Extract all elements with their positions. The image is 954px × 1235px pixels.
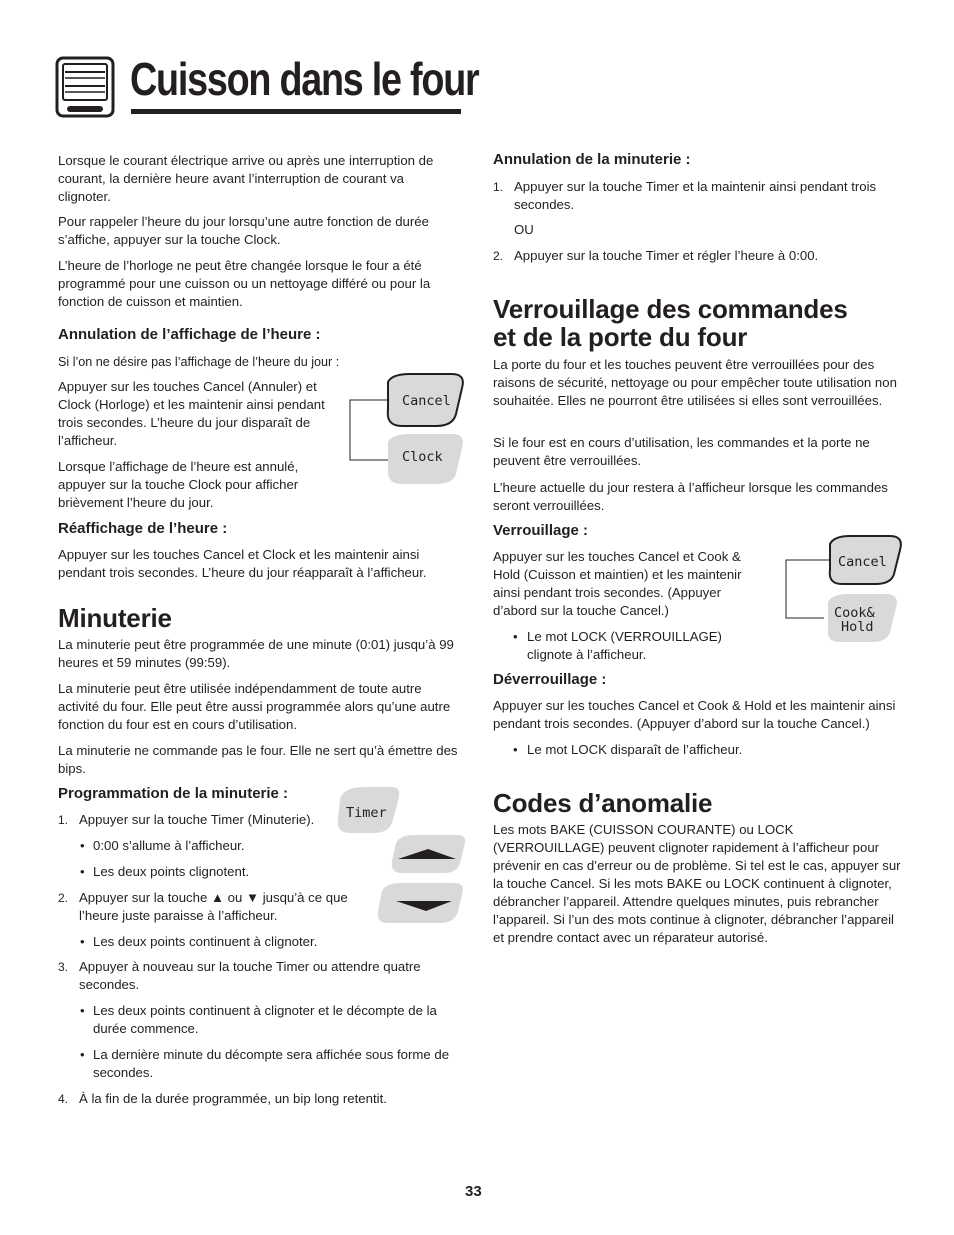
- cancel-display-paragraph: Appuyer sur les touches Cancel (Annuler) et Clock (Horloge) et les maintenir ainsi pendant trois secondes. L’heure du jour disparaît de l’afficheur.: [58, 379, 325, 448]
- cook-hold-key-line-2: Hold: [841, 619, 874, 635]
- bullet-text: 0:00 s’allume à l’afficheur.: [93, 838, 245, 853]
- bullet: •: [80, 1047, 85, 1062]
- bullet: •: [80, 934, 85, 949]
- cancel-clock-keys-illustration: [340, 370, 470, 488]
- redisplay-heading: Réaffichage de l’heure :: [58, 520, 228, 537]
- cancel-key: Cancel: [402, 393, 451, 409]
- lock-bullet-1: [513, 628, 733, 664]
- page-title: Cuisson dans le four: [130, 53, 479, 105]
- oven-icon: [55, 56, 115, 120]
- clock-key: Clock: [402, 449, 443, 465]
- bullet-text: Les deux points continuent à clignoter et le décompte de la durée commence.: [93, 1003, 437, 1036]
- timer-step-2-bullet-1: [80, 933, 440, 951]
- unlock-heading: Déverrouillage :: [493, 671, 607, 688]
- bullet: •: [513, 742, 518, 757]
- step-number: 1.: [58, 813, 69, 827]
- error-codes-paragraph: Les mots BAKE (CUISSON COURANTE) ou LOCK (VERROUILLAGE) peuvent clignoter rapidement à l’afficheur pour prévenir en cas d’erreur ou de problème. Si tel est le cas, appuyer sur la touche Cancel. Si les mots BAKE ou LOCK continuent à clignoter, débrancher l’appareil. Attendre quelques minutes, puis rebrancher l’appareil. Si l’un des mots continue à clignoter, débrancher l’appareil et prendre contact avec un réparateur autorisé.: [493, 822, 901, 945]
- timer-paragraph-2: La minuterie peut être utilisée indépendamment de toute autre activité du four. Elle peut être aussi programmée alors qu’une autre fonction du four est en cours d’utilisation.: [58, 681, 451, 732]
- timer-step-3-bullet-1: [80, 1002, 450, 1038]
- title-underline: [131, 109, 461, 114]
- lock-paragraph-2: Si le four est en cours d’utilisation, les commandes et la porte ne peuvent être verrouillées.: [493, 435, 870, 468]
- cancel-key: Cancel: [838, 554, 887, 570]
- step-text: Appuyer sur la touche ▲ ou ▼ jusqu’à ce que l’heure juste paraisse à l’afficheur.: [79, 890, 348, 923]
- timer-programming-heading: Programmation de la minuterie :: [58, 785, 289, 802]
- unlock-bullet-1: [513, 741, 893, 759]
- timer-step-4: [58, 1090, 458, 1108]
- bullet-text: Le mot LOCK disparaît de l’afficheur.: [527, 742, 743, 757]
- intro-paragraph-1: Lorsque le courant électrique arrive ou après une interruption de courant, la dernière heure avant l’interruption de courant va clignoter.: [58, 153, 434, 204]
- step-number: 1.: [493, 180, 504, 194]
- bullet: •: [513, 629, 518, 644]
- error-codes-heading: Codes d’anomalie: [493, 788, 713, 818]
- step-number: 4.: [58, 1092, 69, 1106]
- timer-cancel-heading: Annulation de la minuterie :: [493, 151, 691, 168]
- page-number: 33: [465, 1183, 482, 1200]
- lock-paragraph-3: L’heure actuelle du jour restera à l’afficheur lorsque les commandes seront verrouillées.: [493, 480, 888, 513]
- lock-heading-line-1: Verrouillage des commandes: [493, 294, 848, 324]
- timer-paragraph-1: La minuterie peut être programmée de une minute (0:01) jusqu’à 99 heures et 59 minutes (99:59).: [58, 637, 454, 670]
- redisplay-paragraph: Appuyer sur les touches Cancel et Clock et les maintenir ainsi pendant trois secondes. L’heure du jour réapparaît à l’afficheur.: [58, 547, 427, 580]
- timer-paragraph-3: La minuterie ne commande pas le four. Elle ne sert qu’à émettre des bips.: [58, 743, 458, 776]
- lock-subparagraph: Appuyer sur les touches Cancel et Cook & Hold (Cuisson et maintien) et les maintenir ainsi pendant trois secondes. (Appuyer d’abord sur la touche Cancel.): [493, 549, 742, 618]
- cook-hold-key: [834, 606, 875, 634]
- lock-subheading: Verrouillage :: [493, 522, 589, 539]
- timer-key: Timer: [346, 805, 387, 821]
- timer-step-2: [58, 889, 358, 925]
- timer-step-3-bullet-2: [80, 1046, 460, 1082]
- cook-hold-key-line-1: Cook&: [834, 605, 875, 621]
- step-text: Appuyer à nouveau sur la touche Timer ou attendre quatre secondes.: [79, 959, 421, 992]
- step-number: 2.: [493, 249, 504, 263]
- intro-paragraph-2: Pour rappeler l’heure du jour lorsqu’une autre fonction de durée s’affiche, appuyer sur la touche Clock.: [58, 214, 429, 247]
- bullet-text: Le mot LOCK (VERROUILLAGE) clignote à l’afficheur.: [527, 629, 722, 662]
- bullet-text: La dernière minute du décompte sera affichée sous forme de secondes.: [93, 1047, 450, 1080]
- step-text: Appuyer sur la touche Timer (Minuterie).: [79, 812, 315, 827]
- bullet-text: Les deux points clignotent.: [93, 864, 250, 879]
- step-text: Appuyer sur la touche Timer et régler l’heure à 0:00.: [514, 248, 819, 263]
- lock-heading-line-2: et de la porte du four: [493, 322, 748, 352]
- timer-step-1-bullet-2: [80, 863, 380, 881]
- lock-heading: [493, 295, 913, 351]
- cancel-display-lead: Si l’on ne désire pas l’affichage de l’heure du jour :: [58, 355, 340, 369]
- timer-step-1: [58, 811, 338, 829]
- unlock-paragraph: Appuyer sur les touches Cancel et Cook & Hold et les maintenir ainsi pendant trois secondes. (Appuyer d’abord sur la touche Cancel.): [493, 698, 896, 731]
- lock-paragraph-1: La porte du four et les touches peuvent être verrouillées pour des raisons de sécurité, nettoyage ou pour empêcher toute utilisation non souhaitée. Elles ne pourront être utilisées si elles sont verrouillées.: [493, 357, 897, 408]
- bullet: •: [80, 838, 85, 853]
- cancel-display-paragraph-2: Lorsque l’affichage de l’heure est annulé, appuyer sur la touche Clock pour afficher brièvement l’heure du jour.: [58, 459, 299, 510]
- timer-step-1-bullet-1: [80, 837, 380, 855]
- step-number: 3.: [58, 960, 69, 974]
- timer-heading: Minuterie: [58, 603, 172, 633]
- bullet: •: [80, 1003, 85, 1018]
- cancel-display-heading: Annulation de l’affichage de l’heure :: [58, 326, 321, 343]
- step-text: Appuyer sur la touche Timer et la maintenir ainsi pendant trois secondes.: [514, 179, 877, 212]
- bullet-text: Les deux points continuent à clignoter.: [93, 934, 318, 949]
- intro-paragraph-3: L’heure de l’horloge ne peut être changée lorsque le four a été programmé pour une cuisson ou un nettoyage différé ou pour la fonction de cuisson et maintien.: [58, 258, 431, 309]
- timer-step-3: [58, 958, 438, 994]
- or-text: OU: [514, 222, 534, 237]
- timer-cancel-step-1: [493, 178, 893, 214]
- step-text: À la fin de la durée programmée, un bip long retentit.: [79, 1091, 387, 1106]
- bullet: •: [80, 864, 85, 879]
- timer-cancel-step-2: [493, 247, 893, 265]
- step-number: 2.: [58, 891, 69, 905]
